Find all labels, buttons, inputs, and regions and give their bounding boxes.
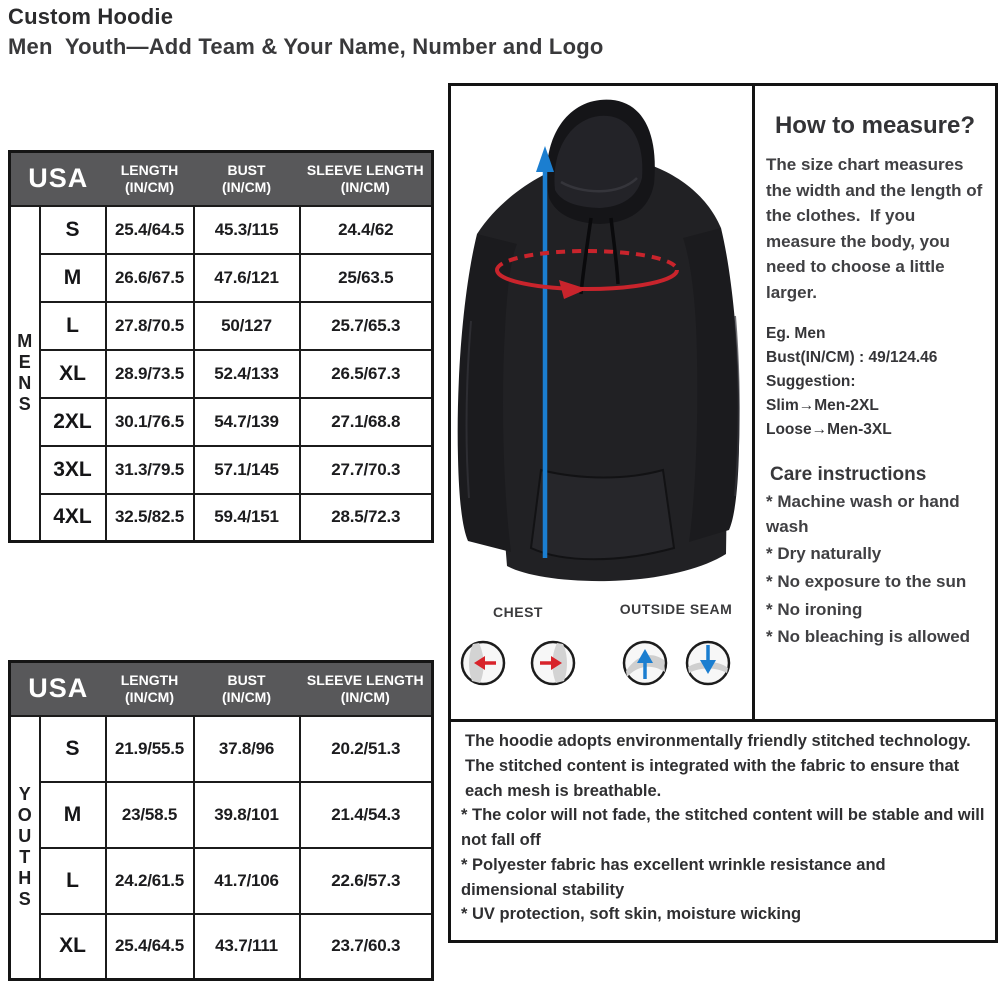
bust-cell: 39.8/101 <box>194 782 300 848</box>
sleeve-cell: 24.4/62 <box>300 206 433 254</box>
size-cell: L <box>40 848 106 914</box>
length-cell: 30.1/76.5 <box>106 398 194 446</box>
length-cell: 32.5/82.5 <box>106 494 194 542</box>
table-header-usa: USA <box>10 662 106 716</box>
example-line: Bust(IN/CM) : 49/124.46 <box>766 349 938 367</box>
length-cell: 24.2/61.5 <box>106 848 194 914</box>
size-cell: L <box>40 302 106 350</box>
example-line: Eg. Men <box>766 325 826 342</box>
chest-stretch-left-icon <box>462 642 504 684</box>
table-header-row <box>10 152 433 206</box>
bust-cell: 52.4/133 <box>194 350 300 398</box>
page-subtitle: Men Youth—Add Team & Your Name, Number and Logo <box>8 34 604 59</box>
page-title: Custom Hoodie <box>8 4 174 29</box>
table-header-row <box>10 662 433 716</box>
table-header-sleeve: SLEEVE LENGTH (IN/CM) <box>300 662 433 716</box>
table-row <box>10 302 433 350</box>
table-row <box>10 494 433 542</box>
size-cell: M <box>40 782 106 848</box>
seam-stretch-down-icon <box>687 642 729 684</box>
table-row <box>10 716 433 782</box>
bust-cell: 37.8/96 <box>194 716 300 782</box>
hoodie-image <box>458 100 740 581</box>
size-cell: 3XL <box>40 446 106 494</box>
youths-group-label: YOUTHS <box>10 716 40 980</box>
table-row <box>10 254 433 302</box>
sleeve-cell: 20.2/51.3 <box>300 716 433 782</box>
description-line: * UV protection, soft skin, moisture wicking <box>461 905 802 924</box>
sleeve-cell: 27.7/70.3 <box>300 446 433 494</box>
table-row <box>10 206 433 254</box>
example-line: Slim→Men-2XL <box>766 397 879 415</box>
length-cell: 25.4/64.5 <box>106 206 194 254</box>
sleeve-cell: 21.4/54.3 <box>300 782 433 848</box>
table-row <box>10 446 433 494</box>
size-cell: XL <box>40 350 106 398</box>
table-row <box>10 848 433 914</box>
table-header-sleeve: SLEEVE LENGTH (IN/CM) <box>300 152 433 206</box>
bust-cell: 54.7/139 <box>194 398 300 446</box>
mens-group-label: MENS <box>10 206 40 542</box>
description-line: * The color will not fade, the stitched content will be stable and will not fall off <box>461 806 985 849</box>
sleeve-cell: 23.7/60.3 <box>300 914 433 980</box>
table-header-bust: BUST (IN/CM) <box>194 662 300 716</box>
description-line: * Polyester fabric has excellent wrinkle resistance and dimensional stability <box>461 855 886 899</box>
sleeve-cell: 28.5/72.3 <box>300 494 433 542</box>
bust-cell: 50/127 <box>194 302 300 350</box>
size-cell: M <box>40 254 106 302</box>
length-cell: 31.3/79.5 <box>106 446 194 494</box>
how-to-measure-panel <box>752 83 998 722</box>
example-line: Suggestion: <box>766 373 856 391</box>
table-row <box>10 782 433 848</box>
seam-stretch-up-icon <box>624 642 666 684</box>
measure-description: The size chart measures the width and the length of the clothes. If you measure the body, you need to choose a little larger. <box>766 155 987 302</box>
care-item: * No ironing <box>766 599 863 619</box>
how-to-measure-heading: How to measure? <box>774 112 976 139</box>
hoodie-measure-panel <box>448 83 755 722</box>
sleeve-cell: 25/63.5 <box>300 254 433 302</box>
care-instructions-heading: Care instructions <box>770 464 927 486</box>
product-description-panel <box>448 719 998 943</box>
outside-seam-label: OUTSIDE SEAM <box>619 601 733 617</box>
size-cell: XL <box>40 914 106 980</box>
care-item: * Dry naturally <box>766 544 882 564</box>
length-cell: 21.9/55.5 <box>106 716 194 782</box>
size-cell: S <box>40 716 106 782</box>
care-item: * Machine wash or hand wash <box>766 492 960 536</box>
bust-cell: 43.7/111 <box>194 914 300 980</box>
chest-stretch-right-icon <box>532 642 574 684</box>
bust-cell: 41.7/106 <box>194 848 300 914</box>
care-item: * No bleaching is allowed <box>766 627 971 647</box>
sleeve-cell: 26.5/67.3 <box>300 350 433 398</box>
size-cell: 4XL <box>40 494 106 542</box>
description-line: The hoodie adopts environmentally friendly stitched technology. The stitched content is integrated with the fabric to ensure that each mesh is breathable. <box>465 732 971 800</box>
sleeve-cell: 25.7/65.3 <box>300 302 433 350</box>
bust-cell: 57.1/145 <box>194 446 300 494</box>
sizing-example <box>766 322 984 442</box>
bust-cell: 59.4/151 <box>194 494 300 542</box>
example-line: Loose→Men-3XL <box>766 421 892 439</box>
table-row <box>10 914 433 980</box>
kangaroo-pocket <box>531 470 674 559</box>
chest-label: CHEST <box>493 604 543 620</box>
length-cell: 26.6/67.5 <box>106 254 194 302</box>
length-cell: 27.8/70.5 <box>106 302 194 350</box>
size-cell: 2XL <box>40 398 106 446</box>
bust-cell: 45.3/115 <box>194 206 300 254</box>
mens-size-table <box>8 150 434 543</box>
length-cell: 28.9/73.5 <box>106 350 194 398</box>
bust-cell: 47.6/121 <box>194 254 300 302</box>
table-row <box>10 398 433 446</box>
table-header-bust: BUST (IN/CM) <box>194 152 300 206</box>
table-header-usa: USA <box>10 152 106 206</box>
hoodie-illustration <box>451 86 752 719</box>
care-item: * No exposure to the sun <box>766 572 967 591</box>
size-cell: S <box>40 206 106 254</box>
length-cell: 23/58.5 <box>106 782 194 848</box>
sleeve-cell: 27.1/68.8 <box>300 398 433 446</box>
table-header-length: LENGTH (IN/CM) <box>106 662 194 716</box>
length-cell: 25.4/64.5 <box>106 914 194 980</box>
care-instructions-list <box>766 490 984 650</box>
table-row <box>10 350 433 398</box>
sleeve-cell: 22.6/57.3 <box>300 848 433 914</box>
table-header-length: LENGTH (IN/CM) <box>106 152 194 206</box>
youths-size-table <box>8 660 434 981</box>
